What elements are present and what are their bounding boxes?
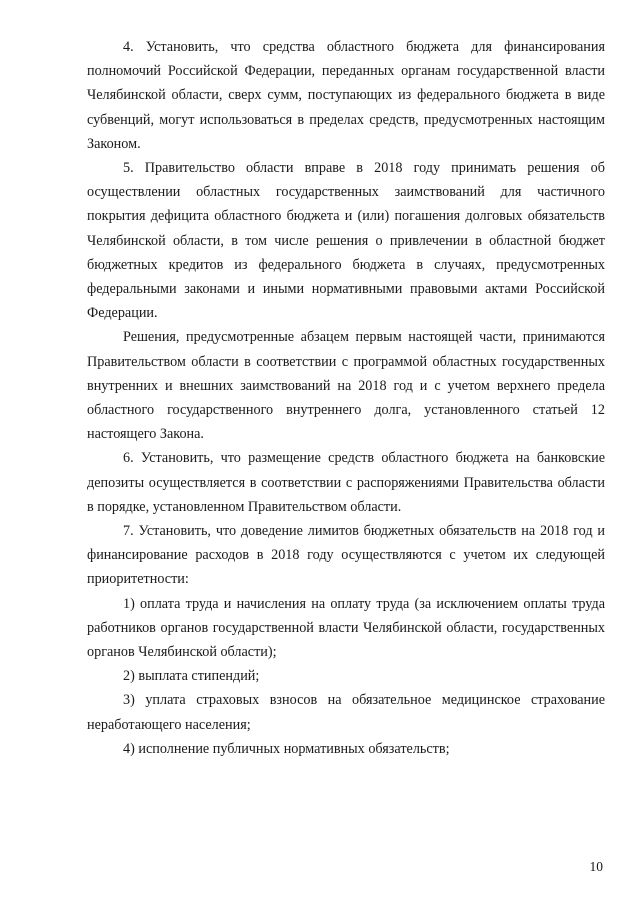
page-number: 10 — [589, 859, 603, 874]
body-text — [87, 35, 605, 761]
list-item-2: 2) выплата стипендий; — [123, 668, 260, 685]
paragraph-7: 7. Установить, что доведение лимитов бюджетных обязательств на 2018 год и финансирование расходов в 2018 году осуществляются с учетом их следующей приоритетности: — [87, 523, 605, 588]
paragraph-5-continued: Решения, предусмотренные абзацем первым настоящей части, принимаются Правительством области в соответствии с программой областных государственных внутренних и внешних заимствований на 2018 год и с учетом верхнего предела областного государственного внутреннего долга, установленного статьей 12 настоящего Закона. — [87, 329, 605, 443]
list-item-4: 4) исполнение публичных нормативных обязательств; — [123, 740, 450, 757]
paragraph-4: 4. Установить, что средства областного бюджета для финансирования полномочий Российской Федерации, переданных органам государственной власти Челябинской области, сверх сумм, поступающих из федерального бюджета в виде субвенций, могут использоваться в пределах средств, предусмотренных настоящим Законом. — [87, 39, 605, 152]
list-item-3: 3) уплата страховых взносов на обязательное медицинское страхование неработающего населения; — [87, 692, 605, 733]
paragraph-6: 6. Установить, что размещение средств областного бюджета на банковские депозиты осуществляется в соответствии с распоряжениями Правительства области в порядке, установленном Правительством области. — [87, 450, 605, 515]
list-item-1: 1) оплата труда и начисления на оплату труда (за исключением оплаты труда работников органов государственной власти Челябинской области, государственных органов Челябинской области); — [87, 595, 605, 661]
paragraph-5: 5. Правительство области вправе в 2018 году принимать решения об осуществлении областных государственных заимствований для частичного покрытия дефицита областного бюджета и (или) погашения долговых обязательств Челябинской области, в том числе решения о привлечении в областной бюджет бюджетных кредитов из федерального бюджета в случаях, предусмотренных федеральными законами и иными нормативными правовыми актами Российской Федерации. — [87, 160, 605, 322]
